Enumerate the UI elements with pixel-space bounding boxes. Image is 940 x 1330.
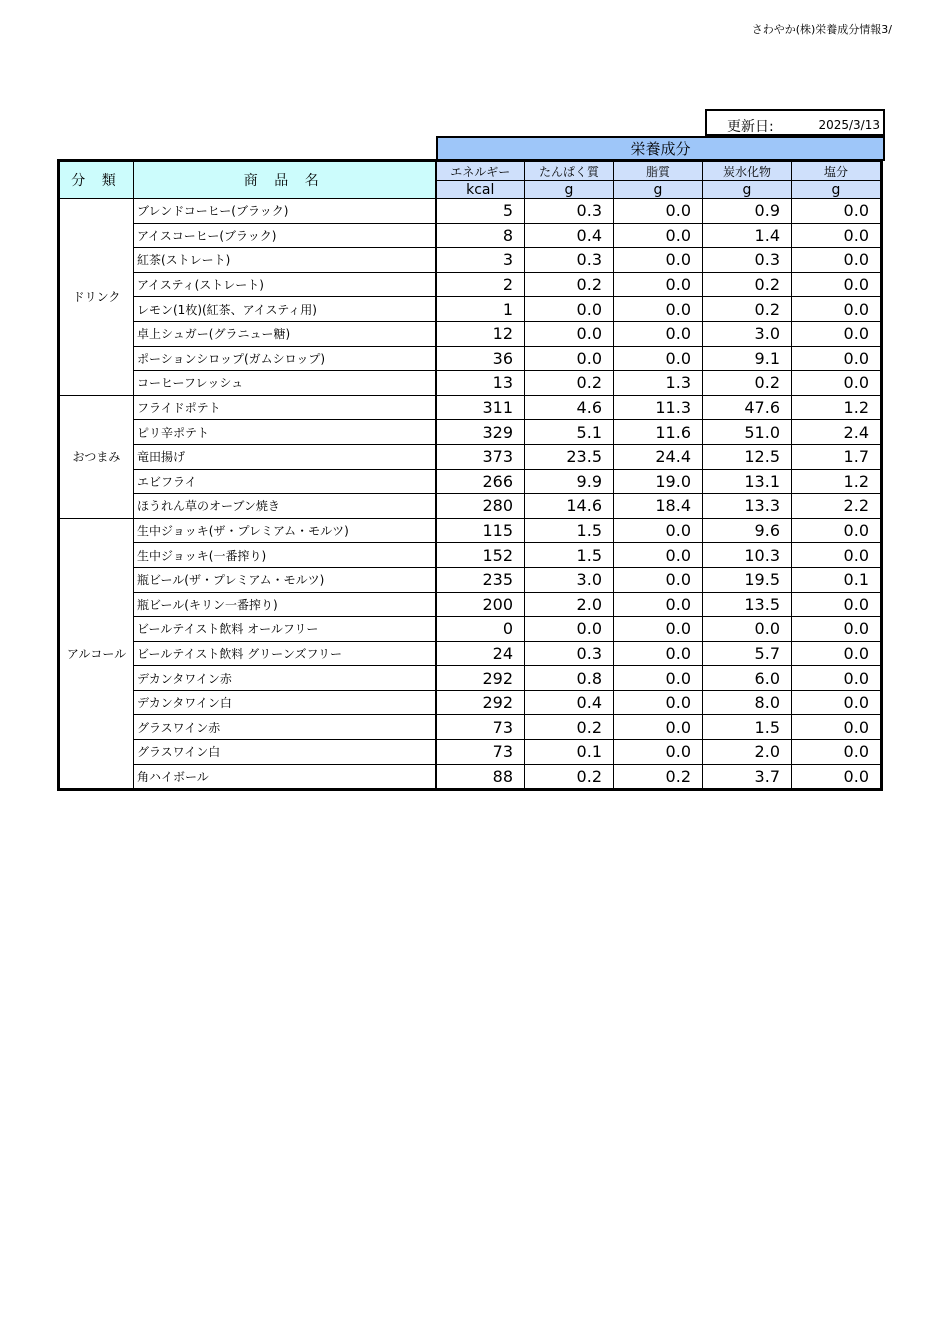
fat-value: 11.3 [614,395,703,420]
fat-value: 18.4 [614,494,703,519]
salt-value: 0.0 [792,764,881,789]
energy-value: 235 [436,567,525,592]
product-name-cell: ブレンドコーヒー(ブラック) [134,199,436,224]
table-row [60,371,881,396]
energy-value: 373 [436,444,525,469]
product-name-cell: 角ハイボール [134,764,436,789]
protein-value: 0.0 [525,321,614,346]
product-name-cell: コーヒーフレッシュ [134,371,436,396]
page-header-source: さわやか(株)栄養成分情報3/ [751,23,892,36]
energy-value: 266 [436,469,525,494]
fat-value: 0.0 [614,199,703,224]
carbohydrate-value: 9.1 [703,346,792,371]
product-name-cell: ほうれん草のオーブン焼き [134,494,436,519]
carbohydrate-value: 5.7 [703,641,792,666]
salt-value: 0.0 [792,272,881,297]
energy-value: 13 [436,371,525,396]
fat-unit: g [614,181,703,199]
carbohydrate-value: 13.5 [703,592,792,617]
table-row [60,567,881,592]
fat-value: 0.0 [614,346,703,371]
protein-value: 0.2 [525,371,614,396]
table-row [60,272,881,297]
updated-date-box [705,109,885,136]
product-name-cell: デカンタワイン白 [134,690,436,715]
salt-value: 2.4 [792,420,881,445]
protein-value: 1.5 [525,518,614,543]
table-row [60,346,881,371]
carbohydrate-value: 0.2 [703,371,792,396]
updated-label: 更新日: [727,119,774,135]
nutrition-table [59,161,881,789]
salt-value: 0.0 [792,690,881,715]
carbohydrate-value: 2.0 [703,740,792,765]
nutrition-band-title: 栄養成分 [436,136,885,161]
energy-value: 115 [436,518,525,543]
carbohydrate-value: 0.2 [703,297,792,322]
carbohydrate-value: 6.0 [703,666,792,691]
carbohydrate-value: 0.9 [703,199,792,224]
carbohydrate-value: 9.6 [703,518,792,543]
energy-value: 36 [436,346,525,371]
energy-value: 88 [436,764,525,789]
salt-unit: g [792,181,881,199]
fat-value: 0.0 [614,592,703,617]
salt-value: 0.0 [792,248,881,273]
energy-value: 73 [436,740,525,765]
salt-value: 0.1 [792,567,881,592]
table-row [60,321,881,346]
nutrition-table-body [60,199,881,789]
fat-value: 0.0 [614,567,703,592]
fat-value: 0.0 [614,272,703,297]
product-name-cell: アイスティ(ストレート) [134,272,436,297]
product-name-cell: 生中ジョッキ(一番搾り) [134,543,436,568]
table-row [60,248,881,273]
energy-value: 152 [436,543,525,568]
product-name-cell: レモン(1枚)(紅茶、アイスティ用) [134,297,436,322]
fat-value: 0.0 [614,248,703,273]
protein-value: 2.0 [525,592,614,617]
updated-date: 2025/3/13 [818,118,880,132]
table-row [60,690,881,715]
protein-value: 0.2 [525,764,614,789]
protein-value: 0.1 [525,740,614,765]
product-name-cell: 紅茶(ストレート) [134,248,436,273]
table-row [60,666,881,691]
fat-value: 0.2 [614,764,703,789]
product-name-cell: フライドポテト [134,395,436,420]
salt-value: 0.0 [792,346,881,371]
protein-value: 0.4 [525,223,614,248]
salt-value: 1.2 [792,395,881,420]
carbohydrate-value: 1.5 [703,715,792,740]
protein-value: 23.5 [525,444,614,469]
category-cell: おつまみ [60,395,134,518]
carbohydrate-value: 0.2 [703,272,792,297]
protein-unit: g [525,181,614,199]
table-row [60,617,881,642]
energy-value: 0 [436,617,525,642]
carbohydrate-value: 47.6 [703,395,792,420]
salt-value: 0.0 [792,297,881,322]
product-name-cell: 生中ジョッキ(ザ・プレミアム・モルツ) [134,518,436,543]
salt-value: 0.0 [792,321,881,346]
table-row [60,715,881,740]
fat-value: 11.6 [614,420,703,445]
salt-value: 0.0 [792,199,881,224]
table-row [60,641,881,666]
protein-value: 0.3 [525,248,614,273]
table-row [60,543,881,568]
salt-value: 0.0 [792,715,881,740]
energy-unit: kcal [436,181,525,199]
carbohydrate-value: 3.0 [703,321,792,346]
product-name-cell: エビフライ [134,469,436,494]
product-name-cell: 竜田揚げ [134,444,436,469]
product-name-cell: グラスワイン赤 [134,715,436,740]
carbohydrate-value: 12.5 [703,444,792,469]
energy-value: 1 [436,297,525,322]
carbohydrate-value: 0.0 [703,617,792,642]
table-row [60,469,881,494]
product-name-cell: アイスコーヒー(ブラック) [134,223,436,248]
energy-value: 12 [436,321,525,346]
protein-value: 5.1 [525,420,614,445]
table-row [60,740,881,765]
salt-value: 0.0 [792,543,881,568]
category-cell: ドリンク [60,199,134,396]
energy-value: 292 [436,666,525,691]
energy-value: 200 [436,592,525,617]
energy-value: 24 [436,641,525,666]
energy-value: 5 [436,199,525,224]
fat-value: 24.4 [614,444,703,469]
salt-value: 1.7 [792,444,881,469]
product-name-cell: ビールテイスト飲料 オールフリー [134,617,436,642]
protein-value: 14.6 [525,494,614,519]
salt-value: 2.2 [792,494,881,519]
fat-value: 0.0 [614,223,703,248]
table-row [60,420,881,445]
protein-value: 0.3 [525,641,614,666]
energy-value: 8 [436,223,525,248]
energy-value: 311 [436,395,525,420]
fat-value: 0.0 [614,617,703,642]
category-cell: アルコール [60,518,134,789]
salt-value: 0.0 [792,371,881,396]
protein-value: 0.0 [525,617,614,642]
carbohydrate-value: 10.3 [703,543,792,568]
energy-value: 280 [436,494,525,519]
carbohydrate-value: 1.4 [703,223,792,248]
product-name-cell: ポーションシロップ(ガムシロップ) [134,346,436,371]
carbohydrate-unit: g [703,181,792,199]
fat-value: 0.0 [614,297,703,322]
fat-value: 0.0 [614,666,703,691]
table-row [60,518,881,543]
protein-value: 9.9 [525,469,614,494]
carbohydrate-value: 3.7 [703,764,792,789]
protein-value: 1.5 [525,543,614,568]
protein-value: 0.0 [525,346,614,371]
salt-value: 0.0 [792,641,881,666]
protein-value: 0.8 [525,666,614,691]
energy-value: 2 [436,272,525,297]
carbohydrate-value: 0.3 [703,248,792,273]
fat-value: 0.0 [614,715,703,740]
carbohydrate-value: 19.5 [703,567,792,592]
category-column-header: 分 類 [60,162,134,199]
carbohydrate-value: 13.1 [703,469,792,494]
energy-column-header: エネルギー [436,162,525,181]
salt-value: 0.0 [792,740,881,765]
energy-value: 292 [436,690,525,715]
protein-value: 0.3 [525,199,614,224]
fat-value: 1.3 [614,371,703,396]
product-name-cell: ピリ辛ポテト [134,420,436,445]
table-row [60,297,881,322]
carbohydrate-value: 8.0 [703,690,792,715]
protein-value: 4.6 [525,395,614,420]
fat-value: 0.0 [614,321,703,346]
carbohydrate-value: 51.0 [703,420,792,445]
energy-value: 3 [436,248,525,273]
salt-value: 0.0 [792,592,881,617]
salt-value: 0.0 [792,666,881,691]
product-name-cell: デカンタワイン赤 [134,666,436,691]
protein-value: 0.4 [525,690,614,715]
fat-value: 0.0 [614,543,703,568]
product-name-column-header: 商 品 名 [134,162,436,199]
protein-value: 3.0 [525,567,614,592]
table-row [60,395,881,420]
fat-value: 19.0 [614,469,703,494]
fat-value: 0.0 [614,641,703,666]
product-name-cell: 瓶ビール(キリン一番搾り) [134,592,436,617]
fat-value: 0.0 [614,518,703,543]
fat-value: 0.0 [614,690,703,715]
table-row [60,199,881,224]
table-row [60,764,881,789]
table-row [60,223,881,248]
carbohydrate-value: 13.3 [703,494,792,519]
product-name-cell: 瓶ビール(ザ・プレミアム・モルツ) [134,567,436,592]
product-name-cell: グラスワイン白 [134,740,436,765]
salt-value: 1.2 [792,469,881,494]
table-row [60,494,881,519]
fat-value: 0.0 [614,740,703,765]
protein-value: 0.2 [525,272,614,297]
salt-value: 0.0 [792,518,881,543]
product-name-cell: 卓上シュガー(グラニュー糖) [134,321,436,346]
product-name-cell: ビールテイスト飲料 グリーンズフリー [134,641,436,666]
salt-value: 0.0 [792,223,881,248]
salt-column-header: 塩分 [792,162,881,181]
energy-value: 329 [436,420,525,445]
protein-value: 0.2 [525,715,614,740]
protein-value: 0.0 [525,297,614,322]
table-row [60,592,881,617]
carbohydrate-column-header: 炭水化物 [703,162,792,181]
salt-value: 0.0 [792,617,881,642]
energy-value: 73 [436,715,525,740]
protein-column-header: たんぱく質 [525,162,614,181]
fat-column-header: 脂質 [614,162,703,181]
table-row [60,444,881,469]
